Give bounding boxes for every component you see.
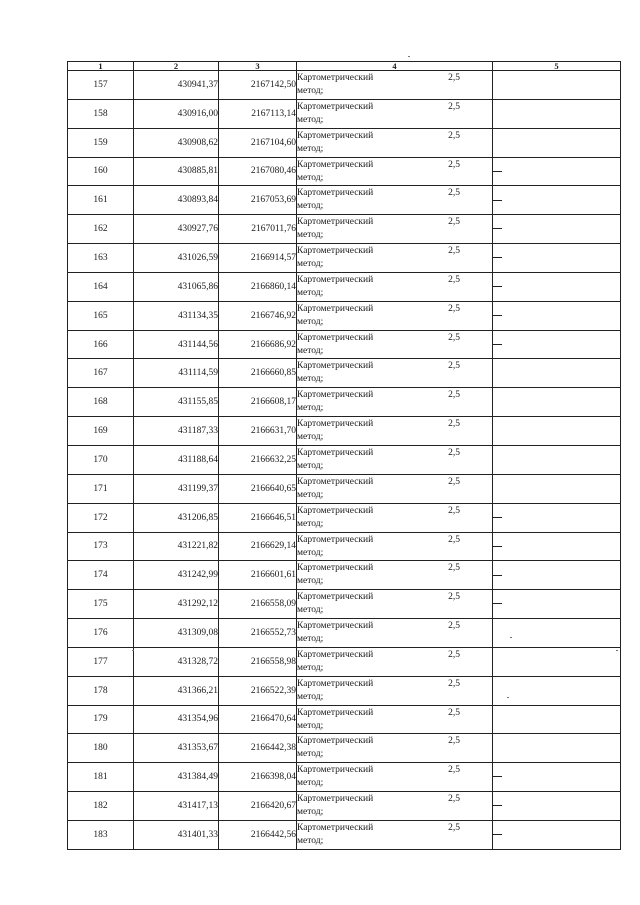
table-row xyxy=(68,590,621,619)
precision-value: 2,5 xyxy=(448,534,460,545)
dash-mark xyxy=(493,517,502,518)
precision-value: 2,5 xyxy=(448,390,460,401)
method-word-1: Картометрический xyxy=(297,332,374,343)
point-number: 160 xyxy=(68,157,134,186)
note-cell xyxy=(493,532,621,561)
coordinate-y: 2167104,60 xyxy=(219,128,297,157)
method-line xyxy=(297,706,492,720)
point-number: 170 xyxy=(68,445,134,474)
note-cell xyxy=(493,272,621,301)
method-word-2: метод; xyxy=(297,143,324,154)
method-cell xyxy=(297,532,493,561)
table-row xyxy=(68,128,621,157)
column-header: 4 xyxy=(297,62,493,71)
point-number: 172 xyxy=(68,503,134,532)
method-word-1: Картометрический xyxy=(297,447,374,458)
method-word-2: метод; xyxy=(297,86,324,96)
method-cell xyxy=(297,330,493,359)
precision-value: 2,5 xyxy=(448,592,460,603)
coordinate-x: 431417,13 xyxy=(134,792,219,821)
table-row xyxy=(68,417,621,446)
point-number: 173 xyxy=(68,532,134,561)
method-word-2: метод; xyxy=(297,432,324,443)
point-number: 178 xyxy=(68,676,134,705)
scan-speck xyxy=(132,650,134,651)
method-word-2: метод; xyxy=(297,720,324,731)
coordinate-x: 430908,62 xyxy=(134,128,219,157)
point-number: 180 xyxy=(68,734,134,763)
coordinate-y: 2167011,76 xyxy=(219,215,297,244)
dash-mark xyxy=(493,315,502,316)
method-line xyxy=(297,331,492,345)
method-cell xyxy=(297,734,493,763)
coordinate-y: 2166914,57 xyxy=(219,244,297,273)
coordinate-x: 431292,12 xyxy=(134,590,219,619)
precision-value: 2,5 xyxy=(448,505,460,516)
method-cell xyxy=(297,445,493,474)
coordinate-y: 2166420,67 xyxy=(219,792,297,821)
note-cell xyxy=(493,99,621,128)
coordinates-table xyxy=(67,61,621,850)
table-row xyxy=(68,647,621,676)
coordinate-x: 431155,85 xyxy=(134,388,219,417)
coordinate-y: 2166442,38 xyxy=(219,734,297,763)
coordinate-x: 431144,56 xyxy=(134,330,219,359)
point-number: 168 xyxy=(68,388,134,417)
method-word-2: метод; xyxy=(297,403,324,414)
coordinate-x: 430927,76 xyxy=(134,215,219,244)
coordinate-x: 430916,00 xyxy=(134,99,219,128)
precision-value: 2,5 xyxy=(448,476,460,487)
method-word-2: метод; xyxy=(297,374,324,385)
precision-value: 2,5 xyxy=(448,188,460,199)
note-cell xyxy=(493,763,621,792)
table-row xyxy=(68,301,621,330)
note-cell xyxy=(493,474,621,503)
coordinate-x: 431401,33 xyxy=(134,820,219,849)
point-number: 169 xyxy=(68,417,134,446)
note-cell xyxy=(493,820,621,849)
note-cell xyxy=(493,157,621,186)
method-line xyxy=(297,590,492,604)
method-word-2: метод; xyxy=(297,807,324,818)
method-word-2: метод; xyxy=(297,259,324,270)
method-word-2: метод; xyxy=(297,634,324,645)
precision-value: 2,5 xyxy=(448,765,460,776)
point-number: 163 xyxy=(68,244,134,273)
precision-value: 2,5 xyxy=(448,217,460,228)
method-word-2: метод; xyxy=(297,547,324,558)
method-word-1: Картометрический xyxy=(297,534,374,545)
method-word-2: метод; xyxy=(297,345,324,356)
method-line xyxy=(297,677,492,691)
table-row xyxy=(68,445,621,474)
coordinate-y: 2166552,73 xyxy=(219,619,297,648)
table-row xyxy=(68,157,621,186)
note-cell xyxy=(493,561,621,590)
method-word-1: Картометрический xyxy=(297,246,374,257)
table-row xyxy=(68,186,621,215)
note-cell xyxy=(493,71,621,100)
table-row xyxy=(68,820,621,849)
method-word-1: Картометрический xyxy=(297,678,374,689)
table-row xyxy=(68,532,621,561)
method-cell xyxy=(297,561,493,590)
dash-mark xyxy=(493,228,502,229)
precision-value: 2,5 xyxy=(448,101,460,112)
coordinate-x: 431328,72 xyxy=(134,647,219,676)
coordinate-x: 431026,59 xyxy=(134,244,219,273)
method-cell xyxy=(297,763,493,792)
method-word-1: Картометрический xyxy=(297,419,374,430)
point-number: 174 xyxy=(68,561,134,590)
note-cell xyxy=(493,503,621,532)
coordinate-x: 431065,86 xyxy=(134,272,219,301)
method-word-1: Картометрический xyxy=(297,592,374,603)
table-row xyxy=(68,705,621,734)
dash-mark xyxy=(493,200,502,201)
method-line xyxy=(297,619,492,633)
point-number: 177 xyxy=(68,647,134,676)
table-row xyxy=(68,388,621,417)
method-line xyxy=(297,734,492,748)
coordinate-y: 2166632,25 xyxy=(219,445,297,474)
point-number: 167 xyxy=(68,359,134,388)
table-row xyxy=(68,99,621,128)
method-cell xyxy=(297,503,493,532)
dash-mark xyxy=(493,546,502,547)
column-header: 2 xyxy=(134,62,219,71)
method-cell xyxy=(297,301,493,330)
method-word-2: метод; xyxy=(297,778,324,789)
method-cell xyxy=(297,417,493,446)
method-line xyxy=(297,129,492,143)
precision-value: 2,5 xyxy=(448,447,460,458)
method-word-2: метод; xyxy=(297,489,324,500)
precision-value: 2,5 xyxy=(448,130,460,141)
note-cell xyxy=(493,359,621,388)
precision-value: 2,5 xyxy=(448,274,460,285)
coordinate-x: 431384,49 xyxy=(134,763,219,792)
coordinate-y: 2166646,51 xyxy=(219,503,297,532)
precision-value: 2,5 xyxy=(448,73,460,83)
method-line xyxy=(297,273,492,287)
method-cell xyxy=(297,388,493,417)
method-line xyxy=(297,561,492,575)
note-cell xyxy=(493,417,621,446)
method-cell xyxy=(297,71,493,100)
method-word-2: метод; xyxy=(297,114,324,125)
column-header: 5 xyxy=(493,62,621,71)
method-word-1: Картометрический xyxy=(297,361,374,372)
method-cell xyxy=(297,186,493,215)
method-cell xyxy=(297,272,493,301)
scan-speck xyxy=(510,637,512,638)
coordinate-y: 2166522,39 xyxy=(219,676,297,705)
coordinate-x: 431199,37 xyxy=(134,474,219,503)
note-cell xyxy=(493,330,621,359)
method-word-2: метод; xyxy=(297,662,324,673)
coordinate-y: 2166608,17 xyxy=(219,388,297,417)
coordinate-x: 431353,67 xyxy=(134,734,219,763)
method-word-1: Картометрический xyxy=(297,73,374,83)
table-row xyxy=(68,71,621,100)
method-word-2: метод; xyxy=(297,230,324,241)
coordinate-y: 2167053,69 xyxy=(219,186,297,215)
coordinate-y: 2166746,92 xyxy=(219,301,297,330)
scan-speck xyxy=(616,650,618,651)
method-line xyxy=(297,388,492,402)
method-line xyxy=(297,504,492,518)
method-line xyxy=(297,100,492,114)
method-line xyxy=(297,821,492,835)
coordinate-y: 2166601,61 xyxy=(219,561,297,590)
coordinate-x: 431134,35 xyxy=(134,301,219,330)
point-number: 175 xyxy=(68,590,134,619)
method-word-1: Картометрический xyxy=(297,188,374,199)
precision-value: 2,5 xyxy=(448,419,460,430)
precision-value: 2,5 xyxy=(448,736,460,747)
coordinate-y: 2167080,46 xyxy=(219,157,297,186)
coordinate-y: 2166442,56 xyxy=(219,820,297,849)
precision-value: 2,5 xyxy=(448,303,460,314)
precision-value: 2,5 xyxy=(448,794,460,805)
method-word-1: Картометрический xyxy=(297,159,374,170)
method-word-1: Картометрический xyxy=(297,101,374,112)
method-word-1: Картометрический xyxy=(297,822,374,833)
method-word-1: Картометрический xyxy=(297,707,374,718)
coordinate-x: 431187,33 xyxy=(134,417,219,446)
scan-speck xyxy=(408,56,410,57)
point-number: 171 xyxy=(68,474,134,503)
method-cell xyxy=(297,474,493,503)
precision-value: 2,5 xyxy=(448,159,460,170)
note-cell xyxy=(493,128,621,157)
method-cell xyxy=(297,820,493,849)
coordinate-x: 431242,99 xyxy=(134,561,219,590)
coordinate-x: 431114,59 xyxy=(134,359,219,388)
method-word-1: Картометрический xyxy=(297,217,374,228)
table-row xyxy=(68,734,621,763)
method-line xyxy=(297,158,492,172)
header-row xyxy=(68,62,621,71)
method-word-2: метод; xyxy=(297,835,324,846)
note-cell xyxy=(493,301,621,330)
dash-mark xyxy=(493,805,502,806)
method-cell xyxy=(297,619,493,648)
precision-value: 2,5 xyxy=(448,707,460,718)
method-word-1: Картометрический xyxy=(297,303,374,314)
method-word-2: метод; xyxy=(297,605,324,616)
coordinate-y: 2166631,70 xyxy=(219,417,297,446)
precision-value: 2,5 xyxy=(448,563,460,574)
method-word-1: Картометрический xyxy=(297,130,374,141)
precision-value: 2,5 xyxy=(448,361,460,372)
method-cell xyxy=(297,244,493,273)
point-number: 182 xyxy=(68,792,134,821)
point-number: 159 xyxy=(68,128,134,157)
method-cell xyxy=(297,359,493,388)
note-cell xyxy=(493,734,621,763)
point-number: 179 xyxy=(68,705,134,734)
dash-mark xyxy=(493,575,502,576)
method-line xyxy=(297,446,492,460)
table-row xyxy=(68,561,621,590)
coordinate-x: 430885,81 xyxy=(134,157,219,186)
coordinate-y: 2166640,65 xyxy=(219,474,297,503)
point-number: 162 xyxy=(68,215,134,244)
method-cell xyxy=(297,676,493,705)
point-number: 157 xyxy=(68,71,134,100)
precision-value: 2,5 xyxy=(448,246,460,257)
column-header: 1 xyxy=(68,62,134,71)
dash-mark xyxy=(493,603,502,604)
method-word-2: метод; xyxy=(297,172,324,183)
coordinate-y: 2166558,09 xyxy=(219,590,297,619)
table-row xyxy=(68,244,621,273)
method-word-2: метод; xyxy=(297,316,324,327)
method-word-1: Картометрический xyxy=(297,765,374,776)
method-word-2: метод; xyxy=(297,460,324,471)
precision-value: 2,5 xyxy=(448,649,460,660)
coordinate-x: 430893,84 xyxy=(134,186,219,215)
method-line xyxy=(297,359,492,373)
point-number: 161 xyxy=(68,186,134,215)
method-cell xyxy=(297,705,493,734)
method-line xyxy=(297,475,492,489)
precision-value: 2,5 xyxy=(448,822,460,833)
point-number: 176 xyxy=(68,619,134,648)
coordinate-x: 431188,64 xyxy=(134,445,219,474)
method-line xyxy=(297,792,492,806)
method-word-1: Картометрический xyxy=(297,794,374,805)
precision-value: 2,5 xyxy=(448,332,460,343)
coordinate-y: 2166686,92 xyxy=(219,330,297,359)
point-number: 158 xyxy=(68,99,134,128)
method-word-2: метод; xyxy=(297,576,324,587)
method-word-1: Картометрический xyxy=(297,621,374,632)
coordinate-x: 431309,08 xyxy=(134,619,219,648)
note-cell xyxy=(493,215,621,244)
method-word-2: метод; xyxy=(297,201,324,212)
note-cell xyxy=(493,244,621,273)
coordinate-x: 431354,96 xyxy=(134,705,219,734)
method-cell xyxy=(297,157,493,186)
coordinate-x: 431366,21 xyxy=(134,676,219,705)
dash-mark xyxy=(493,286,502,287)
method-line xyxy=(297,244,492,258)
table-row xyxy=(68,359,621,388)
table-row xyxy=(68,474,621,503)
point-number: 164 xyxy=(68,272,134,301)
method-line xyxy=(297,215,492,229)
method-word-1: Картометрический xyxy=(297,274,374,285)
method-line xyxy=(297,648,492,662)
coordinate-y: 2166860,14 xyxy=(219,272,297,301)
coordinate-x: 430941,37 xyxy=(134,71,219,100)
precision-value: 2,5 xyxy=(448,621,460,632)
method-word-1: Картометрический xyxy=(297,390,374,401)
method-line xyxy=(297,71,492,85)
method-word-2: метод; xyxy=(297,287,324,298)
method-word-1: Картометрический xyxy=(297,476,374,487)
table-row xyxy=(68,763,621,792)
method-line xyxy=(297,533,492,547)
method-line xyxy=(297,763,492,777)
coordinate-x: 431221,82 xyxy=(134,532,219,561)
note-cell xyxy=(493,388,621,417)
coordinate-y: 2166558,98 xyxy=(219,647,297,676)
method-cell xyxy=(297,590,493,619)
dash-mark xyxy=(493,171,502,172)
table-row xyxy=(68,619,621,648)
scan-speck xyxy=(507,697,509,698)
method-word-1: Картометрический xyxy=(297,505,374,516)
precision-value: 2,5 xyxy=(448,678,460,689)
dash-mark xyxy=(493,344,502,345)
point-number: 183 xyxy=(68,820,134,849)
table-row xyxy=(68,676,621,705)
method-line xyxy=(297,417,492,431)
method-word-2: метод; xyxy=(297,518,324,529)
note-cell xyxy=(493,445,621,474)
method-word-2: метод; xyxy=(297,749,324,760)
note-cell xyxy=(493,792,621,821)
dash-mark xyxy=(493,834,502,835)
table-row xyxy=(68,792,621,821)
method-word-1: Картометрический xyxy=(297,563,374,574)
note-cell xyxy=(493,186,621,215)
point-number: 165 xyxy=(68,301,134,330)
method-line xyxy=(297,302,492,316)
note-cell xyxy=(493,705,621,734)
method-word-1: Картометрический xyxy=(297,736,374,747)
coordinate-x: 431206,85 xyxy=(134,503,219,532)
column-header: 3 xyxy=(219,62,297,71)
table-row xyxy=(68,215,621,244)
method-word-1: Картометрический xyxy=(297,649,374,660)
method-line xyxy=(297,186,492,200)
coordinate-y: 2167142,50 xyxy=(219,71,297,100)
dash-mark xyxy=(493,257,502,258)
coordinate-y: 2166470,64 xyxy=(219,705,297,734)
table-row xyxy=(68,503,621,532)
coordinate-y: 2166629,14 xyxy=(219,532,297,561)
method-cell xyxy=(297,792,493,821)
note-cell xyxy=(493,619,621,648)
method-cell xyxy=(297,128,493,157)
coordinate-y: 2166398,04 xyxy=(219,763,297,792)
method-cell xyxy=(297,99,493,128)
dash-mark xyxy=(493,776,502,777)
note-cell xyxy=(493,590,621,619)
table-row xyxy=(68,272,621,301)
method-word-2: метод; xyxy=(297,691,324,702)
note-cell xyxy=(493,676,621,705)
note-cell xyxy=(493,647,621,676)
table-body xyxy=(68,71,621,850)
method-cell xyxy=(297,215,493,244)
coordinate-y: 2167113,14 xyxy=(219,99,297,128)
method-cell xyxy=(297,647,493,676)
coordinate-y: 2166660,85 xyxy=(219,359,297,388)
point-number: 166 xyxy=(68,330,134,359)
point-number: 181 xyxy=(68,763,134,792)
table-row xyxy=(68,330,621,359)
